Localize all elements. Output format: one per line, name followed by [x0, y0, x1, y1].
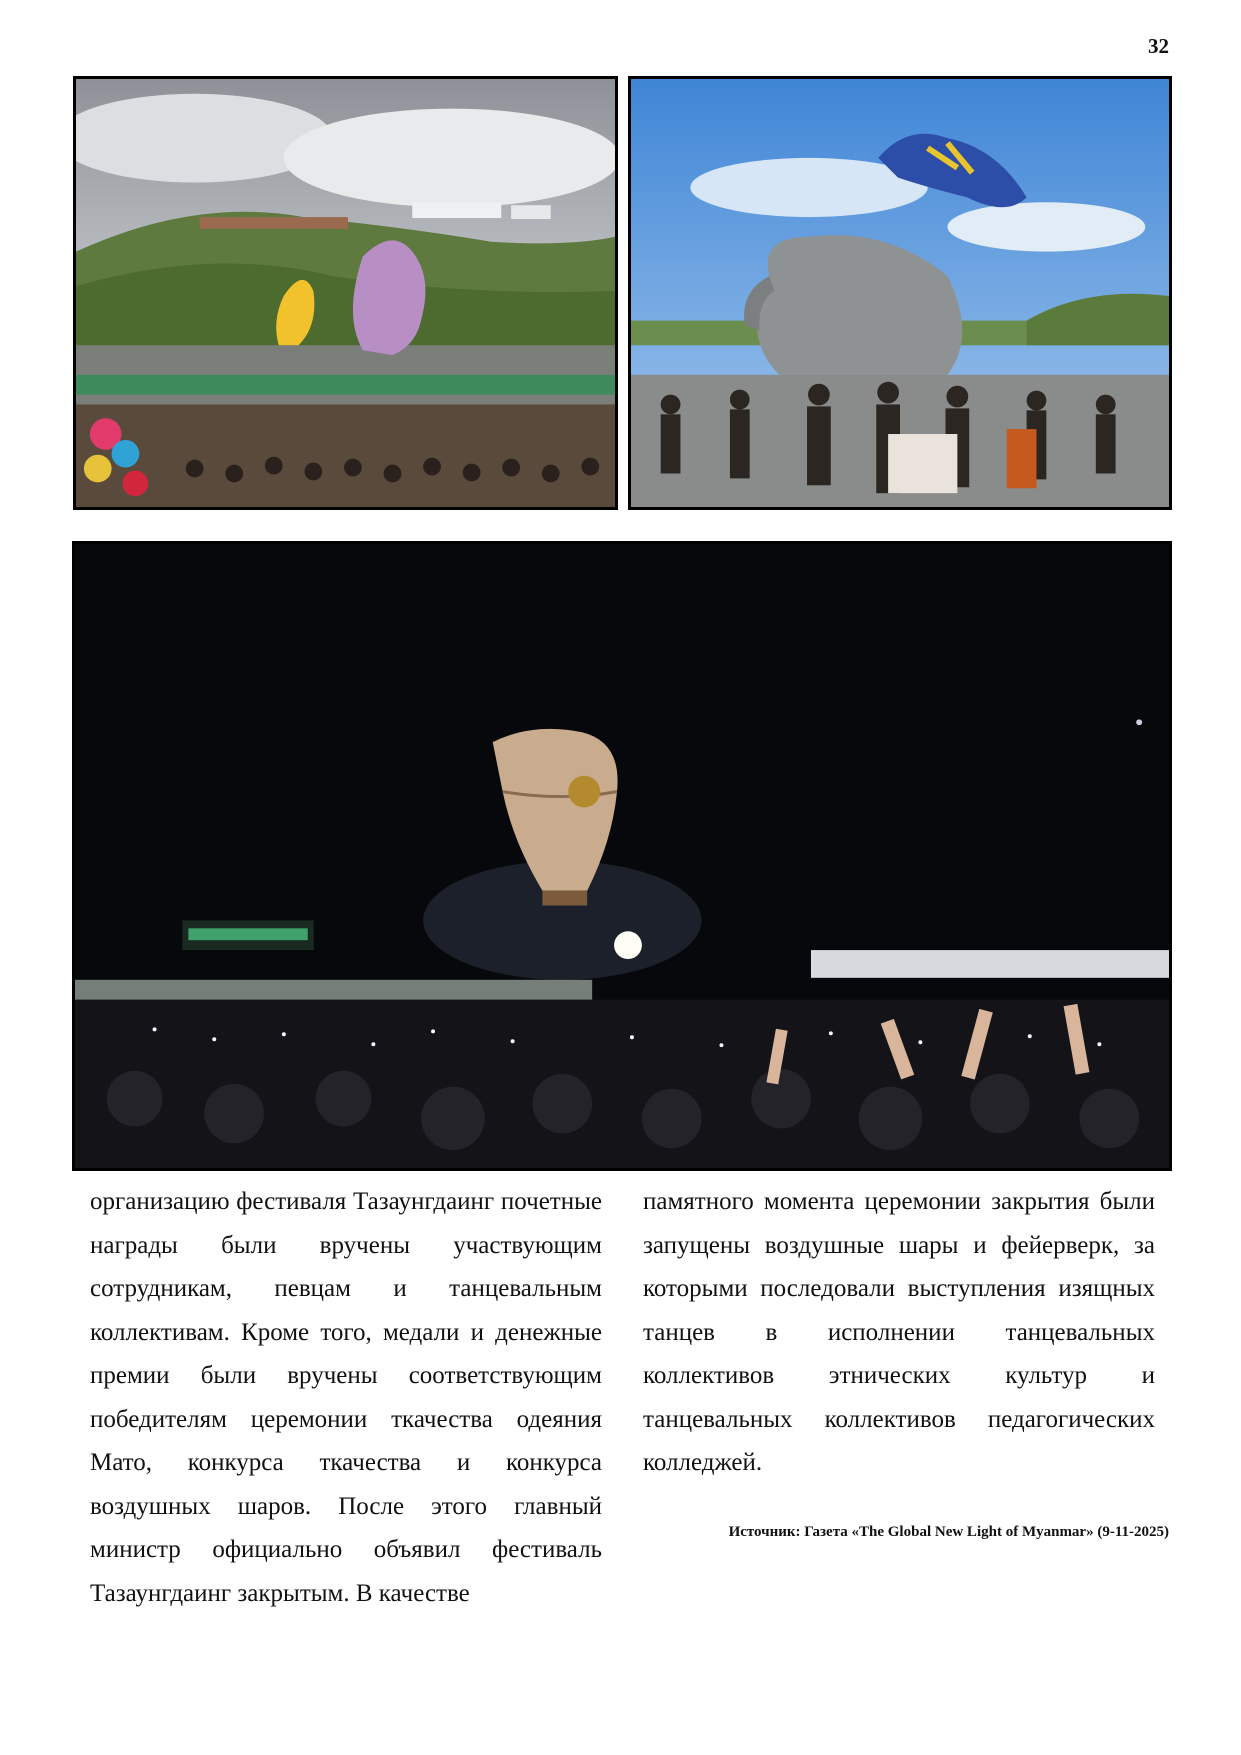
- night-balloon-launch-photo: [72, 541, 1172, 1171]
- page-number: 32: [1148, 34, 1169, 58]
- animal-balloons-photo: [628, 76, 1172, 510]
- source-citation: Источник: Газета «The Global New Light of Myanmar» (9-11-2025): [728, 1524, 1169, 1540]
- article-column-right: [643, 1180, 1155, 1485]
- article-paragraph: памятного момента церемонии закрытия были запущены воздушные шары и фейерверк, за которыми последовали выступления изящных танцев в исполнении танцевальных коллективов этнических культур и танцевальных коллективов педагогических колледжей.: [643, 1188, 1155, 1476]
- festival-crowd-photo: [73, 76, 618, 510]
- article-paragraph: организацию фестиваля Тазаунгдаинг почетные награды были вручены участвующим сотрудникам, певцам и танцевальным коллективам. Кроме того, медали и денежные премии были вручены соответствующим победителям церемонии ткачества одеяния Мато, конкурса ткачества и конкурса воздушных шаров. После этого главный министр официально объявил фестиваль Тазаунгдаинг закрытым. В качестве: [90, 1188, 602, 1607]
- article-column-left: [90, 1180, 602, 1615]
